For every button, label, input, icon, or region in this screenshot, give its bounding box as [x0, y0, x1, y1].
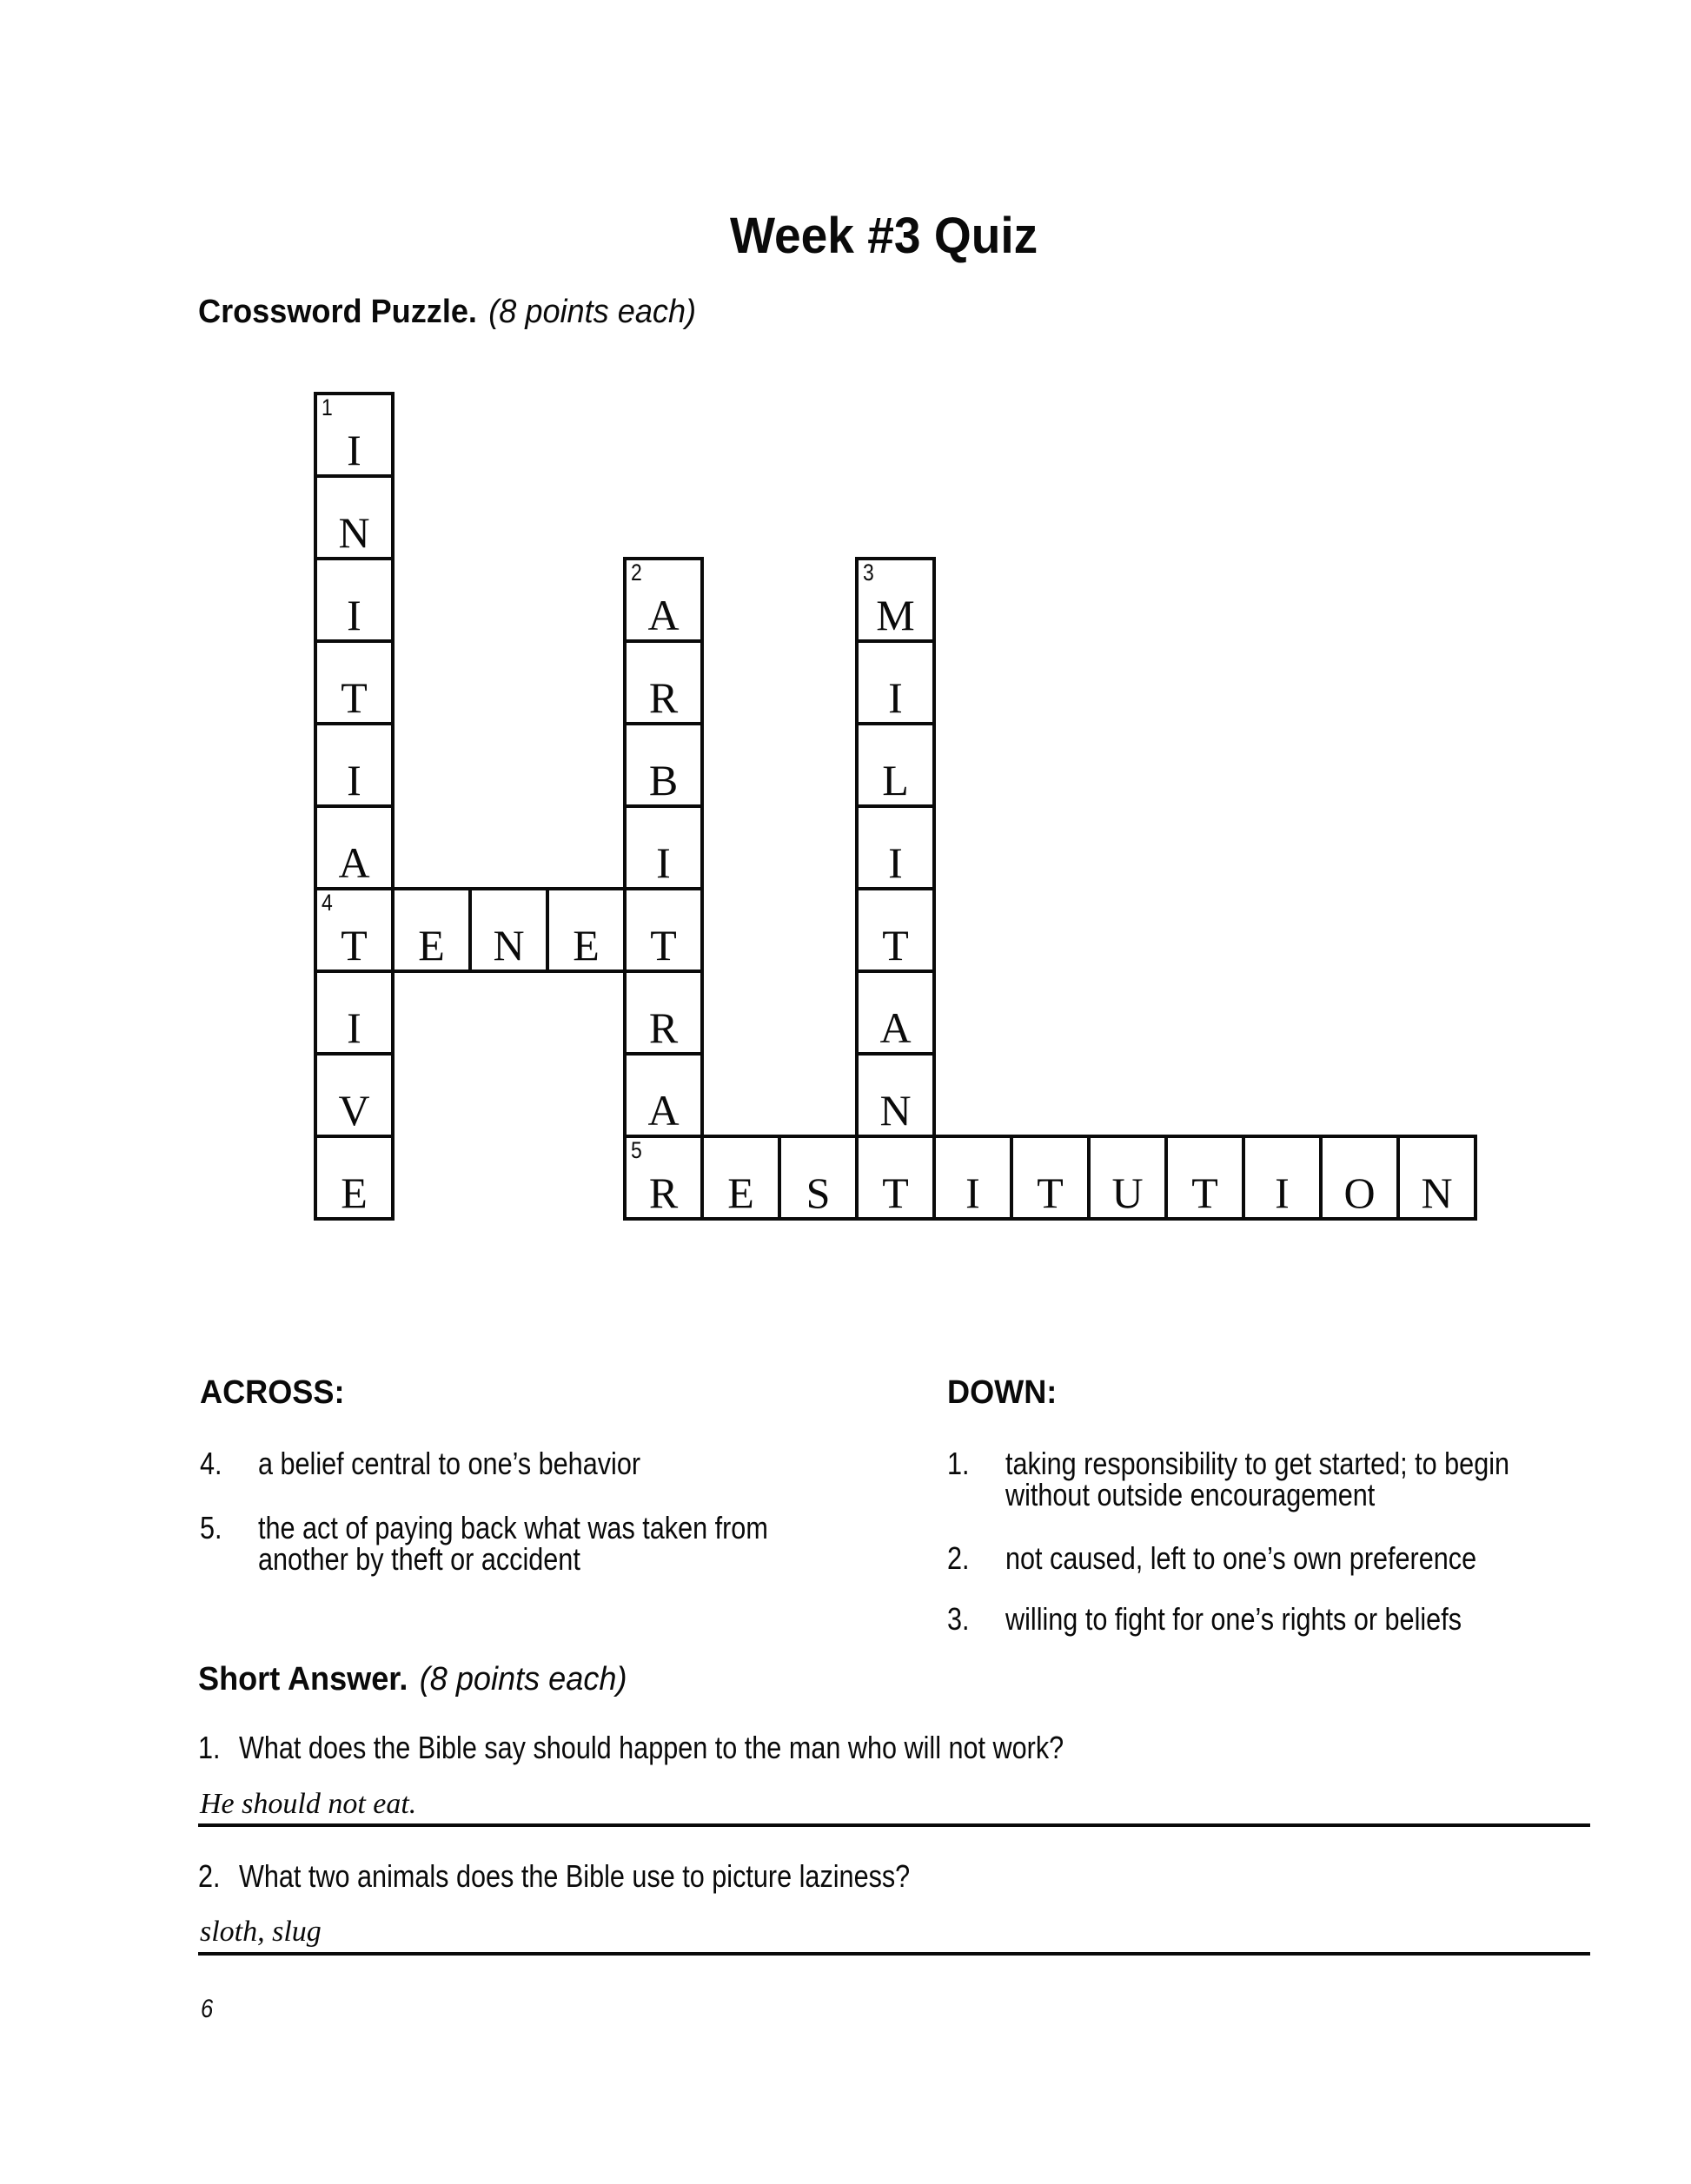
crossword-empty-cell [1089, 1054, 1166, 1136]
crossword-empty-cell [1398, 806, 1475, 889]
crossword-empty-cell [547, 394, 625, 476]
crossword-empty-cell [702, 806, 779, 889]
crossword-empty-cell [1243, 394, 1321, 476]
crossword-letter: N [338, 508, 370, 557]
crossword-letter: N [1421, 1168, 1453, 1217]
answer-line-2 [198, 1952, 1590, 1956]
crossword-letter: O [1343, 1168, 1376, 1217]
crossword-letter: T [882, 1168, 909, 1217]
crossword-row [315, 724, 1475, 806]
crossword-cell [315, 1136, 393, 1219]
crossword-empty-cell [470, 641, 547, 724]
crossword-empty-cell [1166, 889, 1243, 971]
crossword-cell [779, 1136, 857, 1219]
crossword-letter: T [1191, 1168, 1218, 1217]
short-answer-q1-answer: He should not eat. [200, 1788, 417, 1820]
crossword-cell [315, 971, 393, 1054]
crossword-empty-cell [857, 394, 934, 476]
crossword-letter: V [338, 1086, 370, 1135]
crossword-empty-cell [934, 476, 1011, 559]
down-clue-1-number: 1. [947, 1446, 970, 1481]
crossword-letter: E [418, 921, 445, 970]
crossword-empty-cell [779, 641, 857, 724]
crossword-empty-cell [470, 806, 547, 889]
crossword-cell [625, 1054, 702, 1136]
crossword-empty-cell [1243, 641, 1321, 724]
crossword-empty-cell [1398, 724, 1475, 806]
crossword-empty-cell [934, 394, 1011, 476]
short-answer-q2-answer: sloth, slug [200, 1916, 322, 1948]
crossword-empty-cell [857, 476, 934, 559]
crossword-cell [857, 806, 934, 889]
crossword-empty-cell [1089, 889, 1166, 971]
crossword-cell [857, 724, 934, 806]
crossword-cell [857, 1136, 934, 1219]
crossword-section-title: Crossword Puzzle. [198, 294, 477, 330]
crossword-empty-cell [1011, 641, 1089, 724]
crossword-empty-cell [934, 1219, 1011, 1301]
crossword-clue-number: 3 [863, 559, 874, 586]
crossword-letter: I [656, 838, 671, 887]
crossword-empty-cell [1011, 1054, 1089, 1136]
crossword-cell [1398, 1136, 1475, 1219]
crossword-letter: I [347, 1003, 361, 1052]
crossword-cell [315, 1054, 393, 1136]
crossword-row [315, 971, 1475, 1054]
crossword-empty-cell [470, 1219, 547, 1301]
crossword-empty-cell [702, 724, 779, 806]
crossword-empty-cell [547, 806, 625, 889]
crossword-empty-cell [702, 1054, 779, 1136]
crossword-empty-cell [1166, 559, 1243, 641]
crossword-cell [393, 889, 470, 971]
crossword-cell [315, 394, 393, 476]
crossword-empty-cell [1243, 806, 1321, 889]
crossword-cell [315, 806, 393, 889]
crossword-letter: R [648, 673, 679, 722]
across-heading: ACROSS: [200, 1374, 345, 1411]
crossword-clue-number: 1 [322, 394, 333, 420]
crossword-cell [315, 724, 393, 806]
crossword-empty-cell [1398, 1219, 1475, 1301]
down-heading: DOWN: [947, 1374, 1058, 1411]
crossword-empty-cell [1166, 971, 1243, 1054]
crossword-row [315, 806, 1475, 889]
crossword-letter: T [341, 673, 368, 722]
crossword-empty-cell [1321, 1219, 1398, 1301]
crossword-empty-cell [1166, 724, 1243, 806]
crossword-cell [1089, 1136, 1166, 1219]
crossword-empty-cell [1243, 1054, 1321, 1136]
crossword-grid [314, 392, 1477, 1301]
crossword-cell [625, 559, 702, 641]
crossword-letter: R [648, 1003, 679, 1052]
crossword-empty-cell [547, 971, 625, 1054]
crossword-empty-cell [1321, 394, 1398, 476]
crossword-row [315, 1054, 1475, 1136]
crossword-empty-cell [470, 559, 547, 641]
crossword-empty-cell [934, 889, 1011, 971]
crossword-empty-cell [1321, 1054, 1398, 1136]
crossword-empty-cell [1243, 1219, 1321, 1301]
crossword-empty-cell [1011, 476, 1089, 559]
crossword-letter: I [888, 673, 903, 722]
crossword-letter: I [347, 426, 361, 474]
down-clue-1-text-line2: without outside encouragement [1005, 1477, 1376, 1512]
crossword-empty-cell [1398, 476, 1475, 559]
crossword-letter: T [882, 921, 909, 970]
crossword-letter: N [493, 921, 525, 970]
crossword-empty-cell [393, 559, 470, 641]
crossword-row [315, 1136, 1475, 1219]
crossword-empty-cell [779, 889, 857, 971]
crossword-empty-cell [779, 559, 857, 641]
crossword-cell [857, 559, 934, 641]
crossword-letter: B [648, 756, 679, 804]
crossword-empty-cell [547, 1136, 625, 1219]
crossword-section-header [198, 294, 696, 331]
short-answer-q2-number: 2. [198, 1858, 221, 1894]
crossword-letter: E [727, 1168, 754, 1217]
crossword-empty-cell [1166, 806, 1243, 889]
crossword-empty-cell [1011, 394, 1089, 476]
crossword-empty-cell [470, 394, 547, 476]
crossword-empty-cell [1089, 971, 1166, 1054]
crossword-clue-number: 4 [322, 890, 333, 916]
crossword-cell [315, 641, 393, 724]
crossword-empty-cell [1321, 889, 1398, 971]
crossword-cell [857, 1054, 934, 1136]
crossword-empty-cell [1243, 971, 1321, 1054]
crossword-cell [625, 806, 702, 889]
crossword-letter: T [341, 921, 368, 970]
crossword-empty-cell [1166, 394, 1243, 476]
crossword-empty-cell [934, 724, 1011, 806]
crossword-empty-cell [1166, 476, 1243, 559]
crossword-empty-cell [702, 889, 779, 971]
crossword-empty-cell [1166, 641, 1243, 724]
crossword-empty-cell [1011, 559, 1089, 641]
short-answer-section-points: (8 points each) [419, 1661, 627, 1698]
crossword-cell [934, 1136, 1011, 1219]
crossword-empty-cell [1321, 971, 1398, 1054]
crossword-empty-cell [1398, 889, 1475, 971]
crossword-cell [857, 971, 934, 1054]
crossword-empty-cell [1089, 1219, 1166, 1301]
crossword-empty-cell [1011, 724, 1089, 806]
crossword-empty-cell [1089, 559, 1166, 641]
crossword-empty-cell [1321, 476, 1398, 559]
crossword-empty-cell [393, 641, 470, 724]
crossword-letter: R [648, 1168, 679, 1217]
crossword-empty-cell [1321, 641, 1398, 724]
crossword-empty-cell [1398, 559, 1475, 641]
crossword-empty-cell [702, 1219, 779, 1301]
crossword-row [315, 476, 1475, 559]
crossword-cell [1166, 1136, 1243, 1219]
crossword-empty-cell [547, 476, 625, 559]
crossword-empty-cell [1321, 806, 1398, 889]
crossword-empty-cell [1398, 1054, 1475, 1136]
crossword-empty-cell [625, 476, 702, 559]
crossword-empty-cell [547, 1219, 625, 1301]
short-answer-section-title: Short Answer. [198, 1661, 408, 1698]
crossword-empty-cell [393, 1054, 470, 1136]
crossword-empty-cell [779, 806, 857, 889]
crossword-letter: T [1037, 1168, 1064, 1217]
crossword-empty-cell [1243, 476, 1321, 559]
crossword-empty-cell [1089, 724, 1166, 806]
crossword-empty-cell [1166, 1219, 1243, 1301]
crossword-empty-cell [1398, 394, 1475, 476]
crossword-empty-cell [1398, 971, 1475, 1054]
crossword-row [315, 889, 1475, 971]
crossword-letter: N [879, 1086, 912, 1135]
crossword-empty-cell [1321, 724, 1398, 806]
crossword-empty-cell [779, 971, 857, 1054]
across-clue-5-text-line1: the act of paying back what was taken from [258, 1510, 768, 1545]
crossword-empty-cell [702, 971, 779, 1054]
short-answer-q1-number: 1. [198, 1730, 221, 1765]
crossword-empty-cell [702, 394, 779, 476]
crossword-empty-cell [934, 971, 1011, 1054]
crossword-cell [547, 889, 625, 971]
crossword-clue-number: 2 [631, 559, 642, 586]
crossword-empty-cell [702, 641, 779, 724]
across-clue-5-number: 5. [200, 1510, 222, 1545]
crossword-cell [315, 476, 393, 559]
crossword-empty-cell [779, 476, 857, 559]
crossword-empty-cell [547, 724, 625, 806]
crossword-cell [470, 889, 547, 971]
crossword-empty-cell [1089, 394, 1166, 476]
crossword-letter: I [347, 756, 361, 804]
crossword-empty-cell [470, 476, 547, 559]
crossword-letter: M [876, 591, 915, 639]
crossword-empty-cell [470, 1054, 547, 1136]
page-number: 6 [201, 1995, 214, 2023]
crossword-cell [857, 889, 934, 971]
crossword-empty-cell [393, 724, 470, 806]
crossword-empty-cell [934, 806, 1011, 889]
crossword-letter: A [647, 591, 680, 639]
crossword-empty-cell [470, 724, 547, 806]
crossword-empty-cell [1089, 476, 1166, 559]
crossword-row [315, 559, 1475, 641]
crossword-cell [625, 971, 702, 1054]
crossword-empty-cell [934, 641, 1011, 724]
crossword-cell [315, 889, 393, 971]
crossword-empty-cell [857, 1219, 934, 1301]
crossword-empty-cell [1398, 641, 1475, 724]
crossword-empty-cell [702, 476, 779, 559]
crossword-letter: E [341, 1168, 368, 1217]
crossword-cell [702, 1136, 779, 1219]
crossword-cell [1321, 1136, 1398, 1219]
down-clue-3-text: willing to fight for one’s rights or beliefs [1005, 1601, 1462, 1637]
down-clue-3-number: 3. [947, 1601, 970, 1637]
crossword-empty-cell [1011, 1219, 1089, 1301]
crossword-empty-cell [625, 394, 702, 476]
crossword-letter: I [1275, 1168, 1290, 1217]
crossword-empty-cell [1011, 806, 1089, 889]
crossword-letter: S [806, 1168, 831, 1217]
crossword-letter: E [573, 921, 600, 970]
crossword-cell [625, 724, 702, 806]
across-clue-4-number: 4. [200, 1446, 222, 1481]
crossword-clue-number: 5 [631, 1137, 642, 1163]
crossword-row [315, 1219, 1475, 1301]
crossword-cell [857, 641, 934, 724]
crossword-empty-cell [1166, 1054, 1243, 1136]
crossword-cell [625, 1136, 702, 1219]
crossword-letter: L [882, 756, 909, 804]
crossword-row [315, 641, 1475, 724]
down-clue-2-number: 2. [947, 1540, 970, 1576]
page-title: Week #3 Quiz [730, 208, 1038, 264]
crossword-empty-cell [393, 1219, 470, 1301]
crossword-empty-cell [547, 559, 625, 641]
crossword-empty-cell [1321, 559, 1398, 641]
crossword-empty-cell [470, 971, 547, 1054]
crossword-empty-cell [779, 394, 857, 476]
crossword-empty-cell [1089, 641, 1166, 724]
crossword-empty-cell [393, 394, 470, 476]
crossword-empty-cell [779, 724, 857, 806]
crossword-empty-cell [393, 971, 470, 1054]
short-answer-section-header [198, 1661, 627, 1698]
crossword-cell [315, 559, 393, 641]
crossword-cell [625, 641, 702, 724]
crossword-letter: I [888, 838, 903, 887]
crossword-cell [625, 889, 702, 971]
crossword-empty-cell [1243, 889, 1321, 971]
across-clue-4-text: a belief central to one’s behavior [258, 1446, 641, 1481]
crossword-empty-cell [625, 1219, 702, 1301]
crossword-empty-cell [1243, 724, 1321, 806]
crossword-section-points: (8 points each) [488, 294, 697, 330]
across-clue-5-text-line2: another by theft or accident [258, 1541, 580, 1577]
crossword-cell [1011, 1136, 1089, 1219]
short-answer-q2-text: What two animals does the Bible use to picture laziness? [239, 1858, 911, 1894]
crossword-letter: I [965, 1168, 980, 1217]
crossword-empty-cell [934, 1054, 1011, 1136]
crossword-empty-cell [1011, 971, 1089, 1054]
crossword-letter: U [1111, 1168, 1144, 1217]
crossword-empty-cell [393, 806, 470, 889]
crossword-empty-cell [547, 1054, 625, 1136]
crossword-letter: A [647, 1086, 680, 1135]
crossword-letter: A [879, 1003, 912, 1052]
crossword-row [315, 394, 1475, 476]
short-answer-q1-text: What does the Bible say should happen to the man who will not work? [239, 1730, 1064, 1765]
crossword-empty-cell [547, 641, 625, 724]
crossword-empty-cell [934, 559, 1011, 641]
crossword-empty-cell [779, 1219, 857, 1301]
crossword-empty-cell [470, 1136, 547, 1219]
answer-line-1 [198, 1823, 1590, 1827]
crossword-empty-cell [393, 476, 470, 559]
crossword-empty-cell [1011, 889, 1089, 971]
crossword-empty-cell [779, 1054, 857, 1136]
crossword-empty-cell [315, 1219, 393, 1301]
crossword-empty-cell [1089, 806, 1166, 889]
crossword-cell [1243, 1136, 1321, 1219]
crossword-letter: I [347, 591, 361, 639]
crossword-empty-cell [702, 559, 779, 641]
crossword-letter: T [650, 921, 677, 970]
down-clue-2-text: not caused, left to one’s own preference [1005, 1540, 1477, 1576]
down-clue-1-text-line1: taking responsibility to get started; to begin [1005, 1446, 1510, 1481]
crossword-empty-cell [1243, 559, 1321, 641]
crossword-empty-cell [393, 1136, 470, 1219]
crossword-letter: A [338, 838, 370, 887]
